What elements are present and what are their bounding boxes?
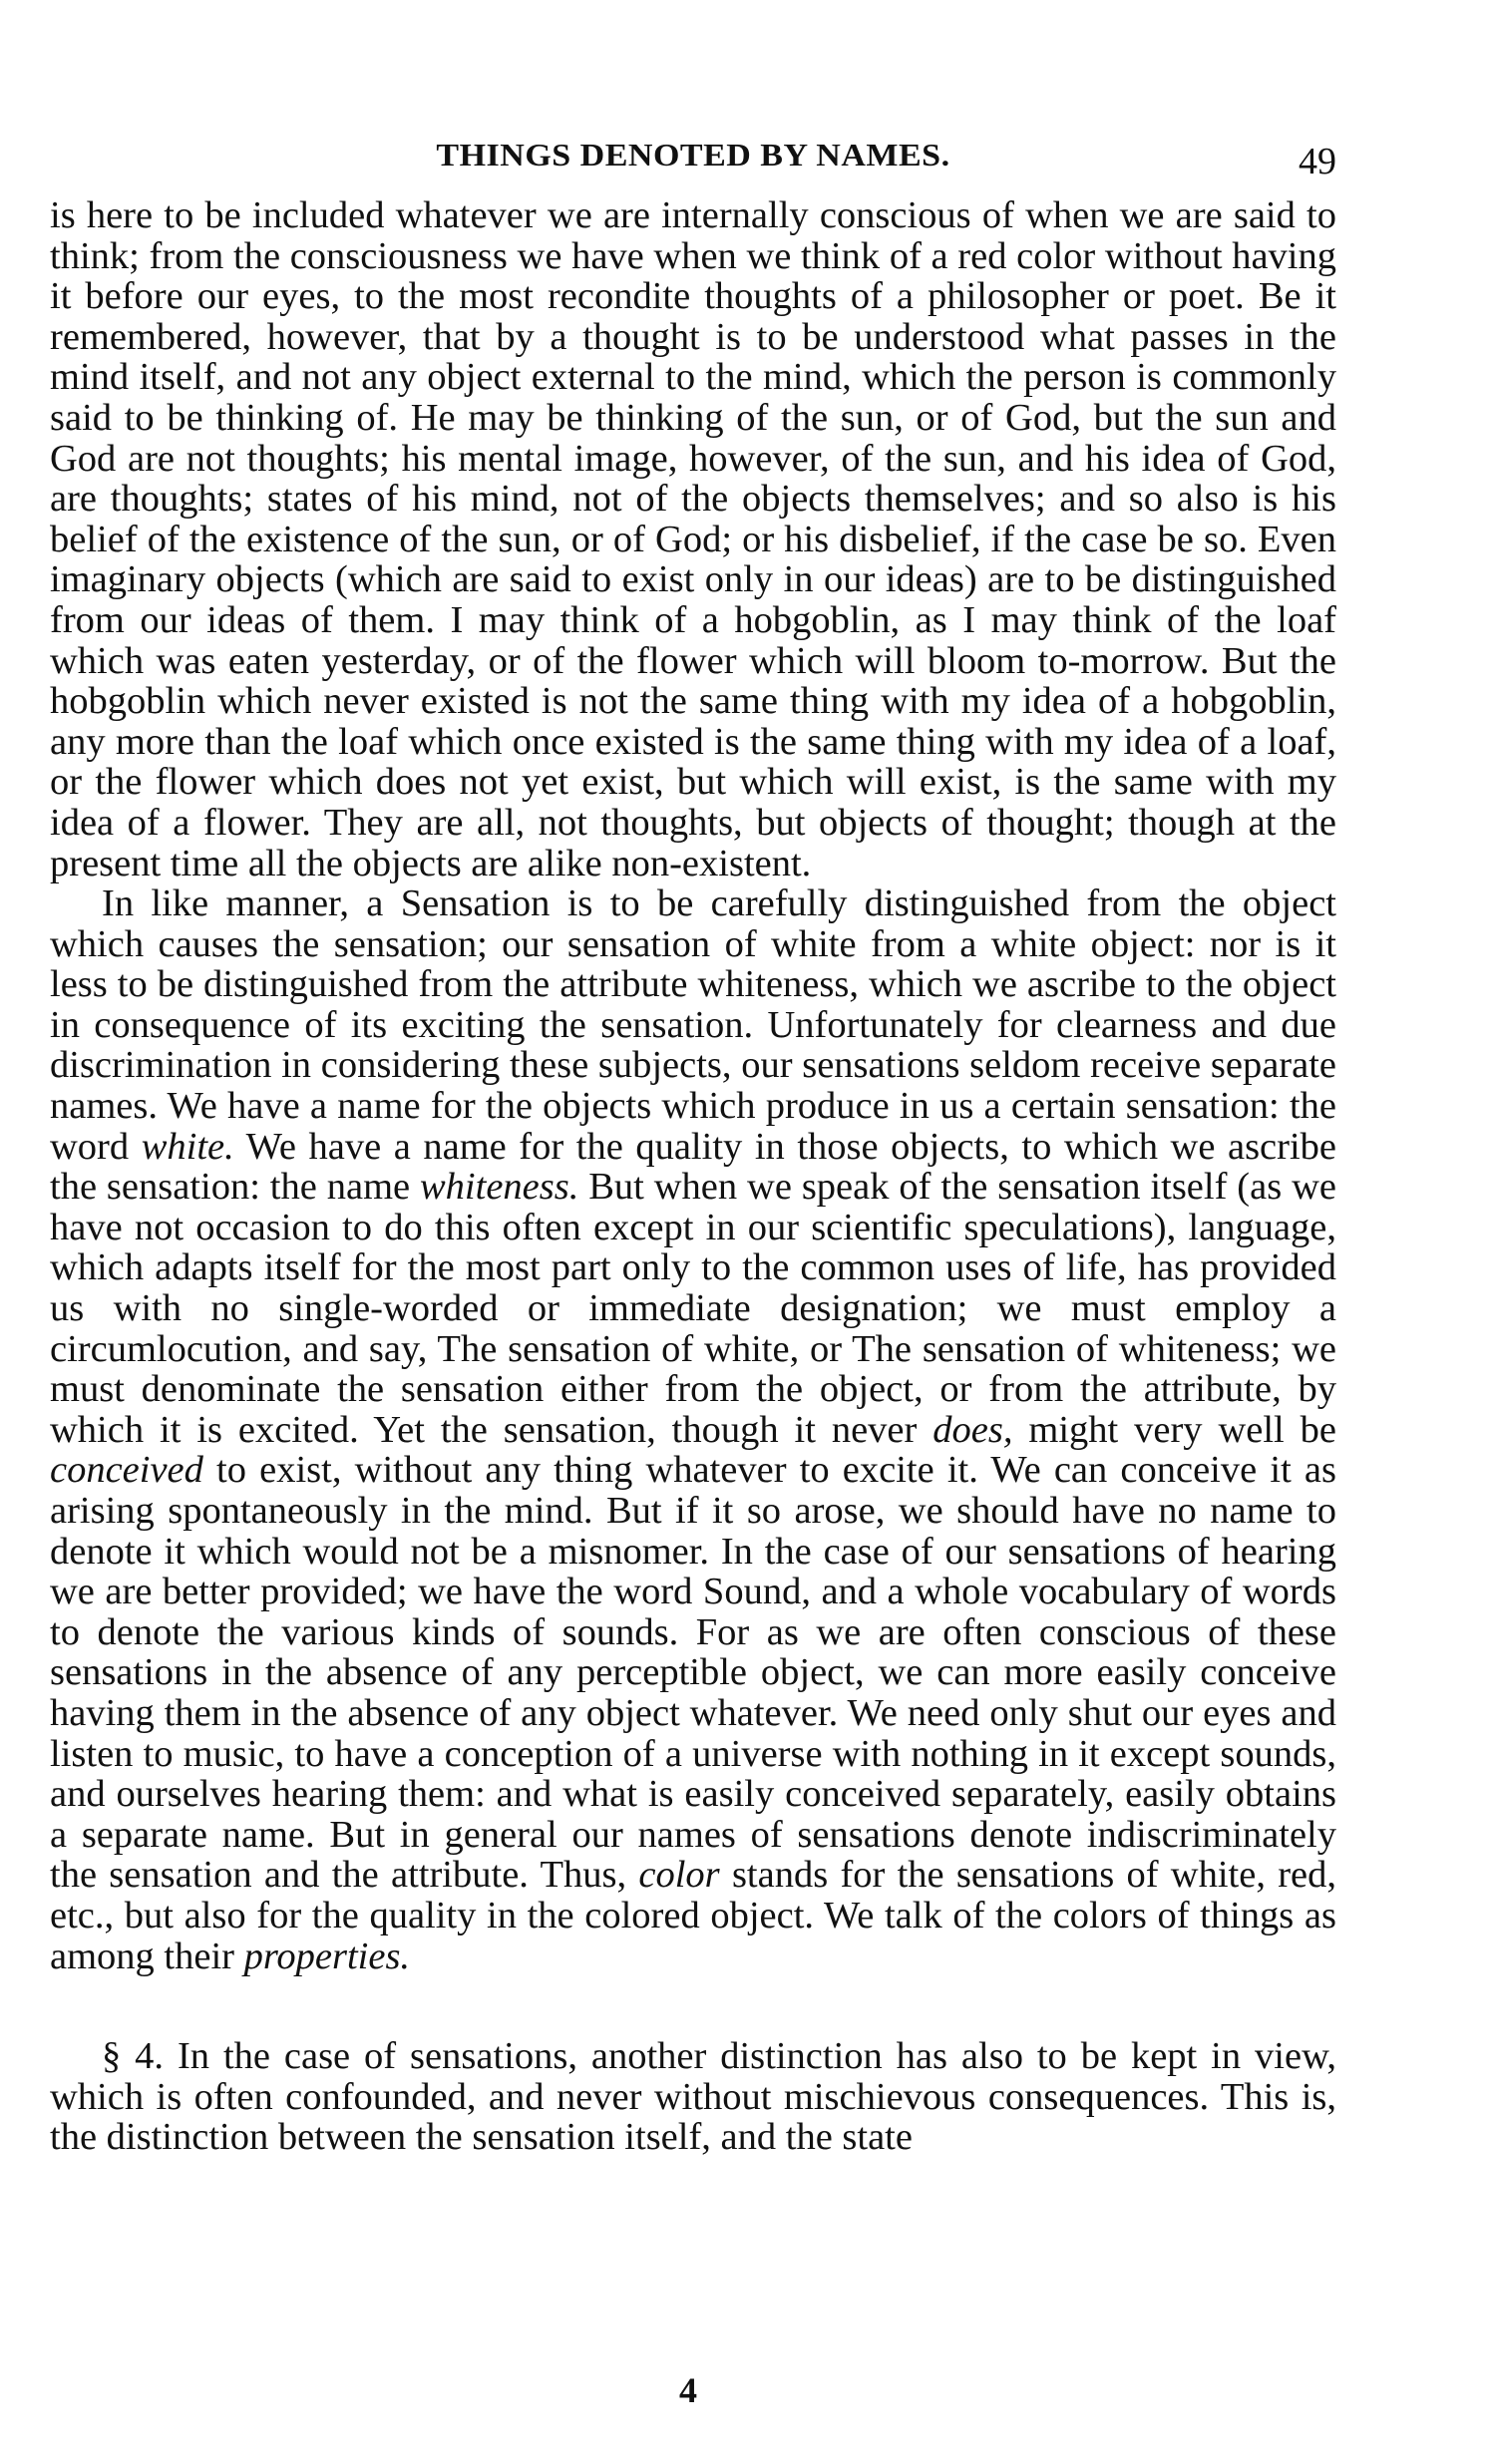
italic-term-conceived: conceived (50, 1449, 203, 1492)
text-run: stands for the sensations of white, red, etc., but also for the quality in the colored object. We talk of the colors of things as among their (50, 1854, 1336, 1977)
page-number: 49 (1299, 141, 1336, 182)
italic-term-does: does, (932, 1408, 1013, 1451)
text-run: We have a name for the quality in those objects, to which we ascribe the sensation: the name (50, 1125, 1336, 1209)
italic-term-color: color (638, 1854, 720, 1897)
paragraph-continued (50, 195, 1336, 883)
section-number: § 4. (102, 2035, 165, 2078)
text-run: In like manner, a Sensation is to be carefully distinguished from the object which causes the sensation; our sensation of white from a white object: nor is it less to be distinguished from the attribute whiteness, which we ascribe to the object in consequence of its exciting the sensation. Unfortunately for clearness and due discrimination in considering these subjects, our sensations seldom receive separate names. We have a name for the objects which produce in us a certain sensation: the word (50, 882, 1336, 1168)
paragraph-text: is here to be included whatever we are internally conscious of when we are said to think; from the consciousness we have when we think of a red color without having it before our eyes, to the most recondite thoughts of a philosopher or poet. Be it remembered, however, that by a thought is to be understood what passes in the mind itself, and not any object external to the mind, which the person is commonly said to be thinking of. He may be thinking of the sun, or of God, but the sun and God are not thoughts; his mental image, however, of the sun, and his idea of God, are thoughts; states of his mind, not of the objects themselves; and so also is his belief of the existence of the sun, or of God; or his disbelief, if the case be so. Even imaginary objects (which are said to exist only in our ideas) are to be distinguished from our ideas of them. I may think of a hobgoblin, as I may think of the loaf which was eaten yesterday, or of the flower which will bloom to-morrow. But the hobgoblin which never existed is not the same thing with my idea of a hobgoblin, any more than the loaf which once existed is the same thing with my idea of a loaf, or the flower which does not yet exist, but which will exist, is the same with my idea of a flower. They are all, not thoughts, but objects of thought; though at the present time all the objects are alike non-existent. (50, 194, 1336, 884)
italic-term-properties: properties. (243, 1935, 411, 1977)
text-run: But when we speak of the sensation itself (as we have not occasion to do this often except in our scientific speculations), language, which adapts itself for the most part only to the common uses of life, has provided us with no single-worded or immediate designation; we must employ a circumlocution, and say, The sensation of white, or The sensation of whiteness; we must denominate the sensation either from the object, or from the attribute, by which it is excited. Yet the sensation, though it never (50, 1166, 1336, 1451)
running-head: THINGS DENOTED BY NAMES. (436, 139, 950, 174)
paragraph-section-4 (50, 2036, 1336, 2158)
italic-term-white: white. (141, 1125, 234, 1168)
body-text (50, 195, 1336, 2158)
text-run: might very well be (1012, 1408, 1337, 1451)
text-run: to exist, without any thing whatever to excite it. We can conceive it as arising spontaneously in the mind. But if it so arose, we should have no name to denote it which would not be a misnomer. In the case of our sensations of hearing we are better provided; we have the word Sound, and a whole vocabulary of words to denote the various kinds of sounds. For as we are often conscious of these sensations in the absence of any perceptible object, we can more easily conceive having them in the absence of any object whatever. We need only shut our eyes and listen to music, to have a conception of a universe with nothing in it except sounds, and ourselves hearing them: and what is easily conceived separately, easily obtains a separate name. But in general our names of sensations denote indiscriminately the sensation and the attribute. Thus, (50, 1449, 1336, 1897)
paragraph-sensation (50, 883, 1336, 1976)
italic-term-whiteness: whiteness. (420, 1166, 579, 1209)
paragraph-text: In the case of sensations, another distinction has also to be kept in view, which is often confounded, and never without mischievous consequences. This is, the distinction between the sensation itself, and the state (50, 2035, 1336, 2159)
page-header (50, 118, 1336, 182)
signature-mark: 4 (679, 2370, 697, 2410)
